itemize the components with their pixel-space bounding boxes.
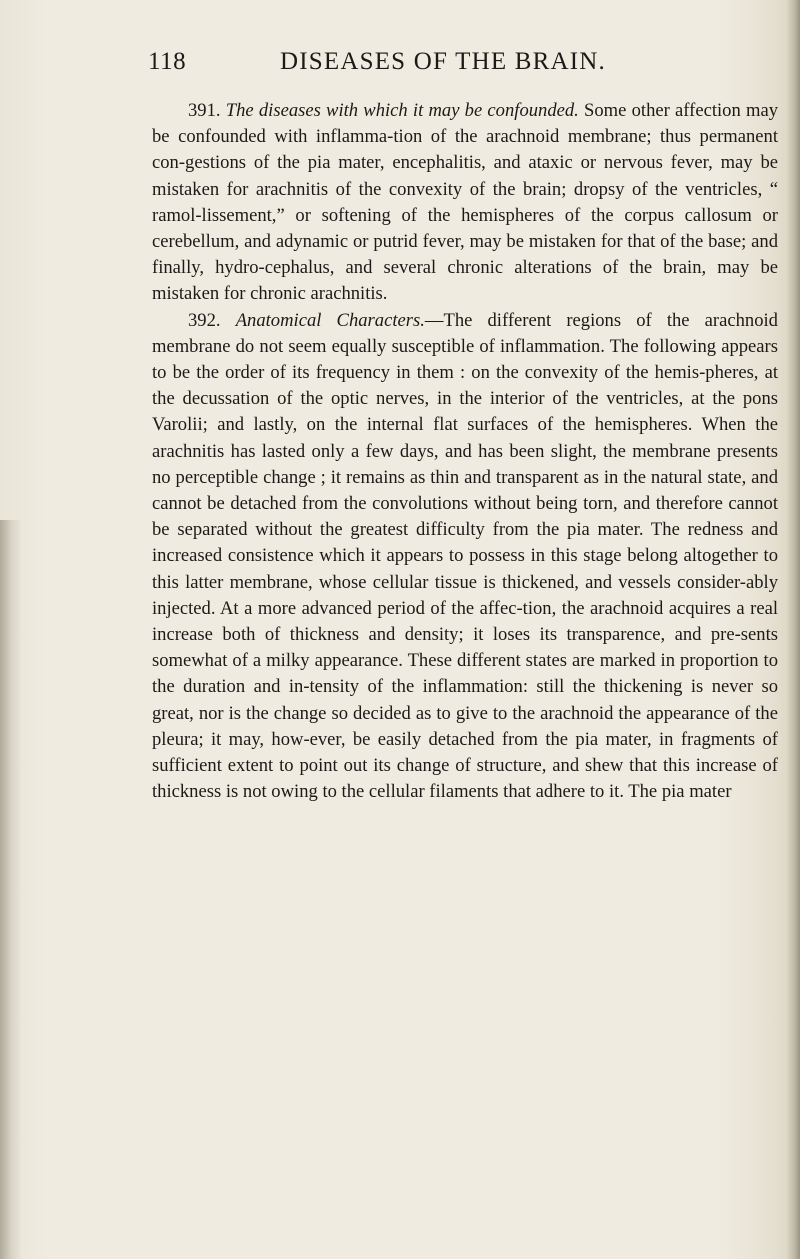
section-heading: Anatomical Characters.: [235, 309, 425, 331]
section-heading: The diseases with which it may be confounded.: [225, 100, 579, 121]
page-edge-shadow: [786, 0, 800, 1259]
paragraph-392: [152, 308, 778, 806]
running-title: DISEASES OF THE BRAIN.: [280, 48, 606, 75]
paragraph-text: —The different regions of the arachnoid membrane do not seem equally susceptible of inflammation. The following appears to be the order of its frequency in them : on the convexity of the hemis-pheres, at the decussation of the optic nerves, in the interior of the ventricles, at the pons Varolii; and lastly, on the internal flat surfaces of the hemispheres. When the arachnitis has lasted only a few days, and has been slight, the membrane presents no perceptible change ; it remains as thin and transparent as in the natural state, and cannot be detached from the convolutions without being torn, and therefore cannot be separated without the greatest difficulty from the pia mater. The redness and increased consistence which it appears to possess in this stage belong altogether to this latter membrane, whose cellular tissue is thickened, and vessels consider-ably injected. At a more advanced period of the affec-tion, the arachnoid acquires a real increase both of thickness and density; it loses its transparence, and pre-sents somewhat of a milky appearance. These different states are marked in proportion to the duration and in-tensity of the inflammation: still the thickening is never so great, nor is the change so decided as to give to the arachnoid the appearance of the pleura; it may, how-ever, be easily detached from the pia mater, in fragments of sufficient extent to point out its change of structure, and shew that this increase of thickness is not owing to the cellular filaments that adhere to it. The pia mater: [152, 309, 778, 803]
section-number: 391.: [188, 100, 221, 121]
paragraph-text: Some other affection may be confounded with inflamma-tion of the arachnoid membrane; thus permanent con-gestions of the pia mater, encephalitis, and ataxic or nervous fever, may be mistaken for arachnitis of the convexity of the brain; dropsy of the ventricles, “ ramol-lissement,” or softening of the hemispheres of the corpus callosum or cerebellum, and adynamic or putrid fever, may be mistaken for that of the base; and finally, hydro-cephalus, and several chronic alterations of the brain, may be mistaken for chronic arachnitis.: [152, 100, 778, 305]
section-number: 392.: [188, 309, 221, 331]
running-head: [148, 48, 658, 88]
body-text: [152, 98, 778, 805]
paragraph-391: [152, 98, 778, 308]
page-number: 118: [148, 48, 187, 75]
page-stain: [0, 520, 22, 1259]
